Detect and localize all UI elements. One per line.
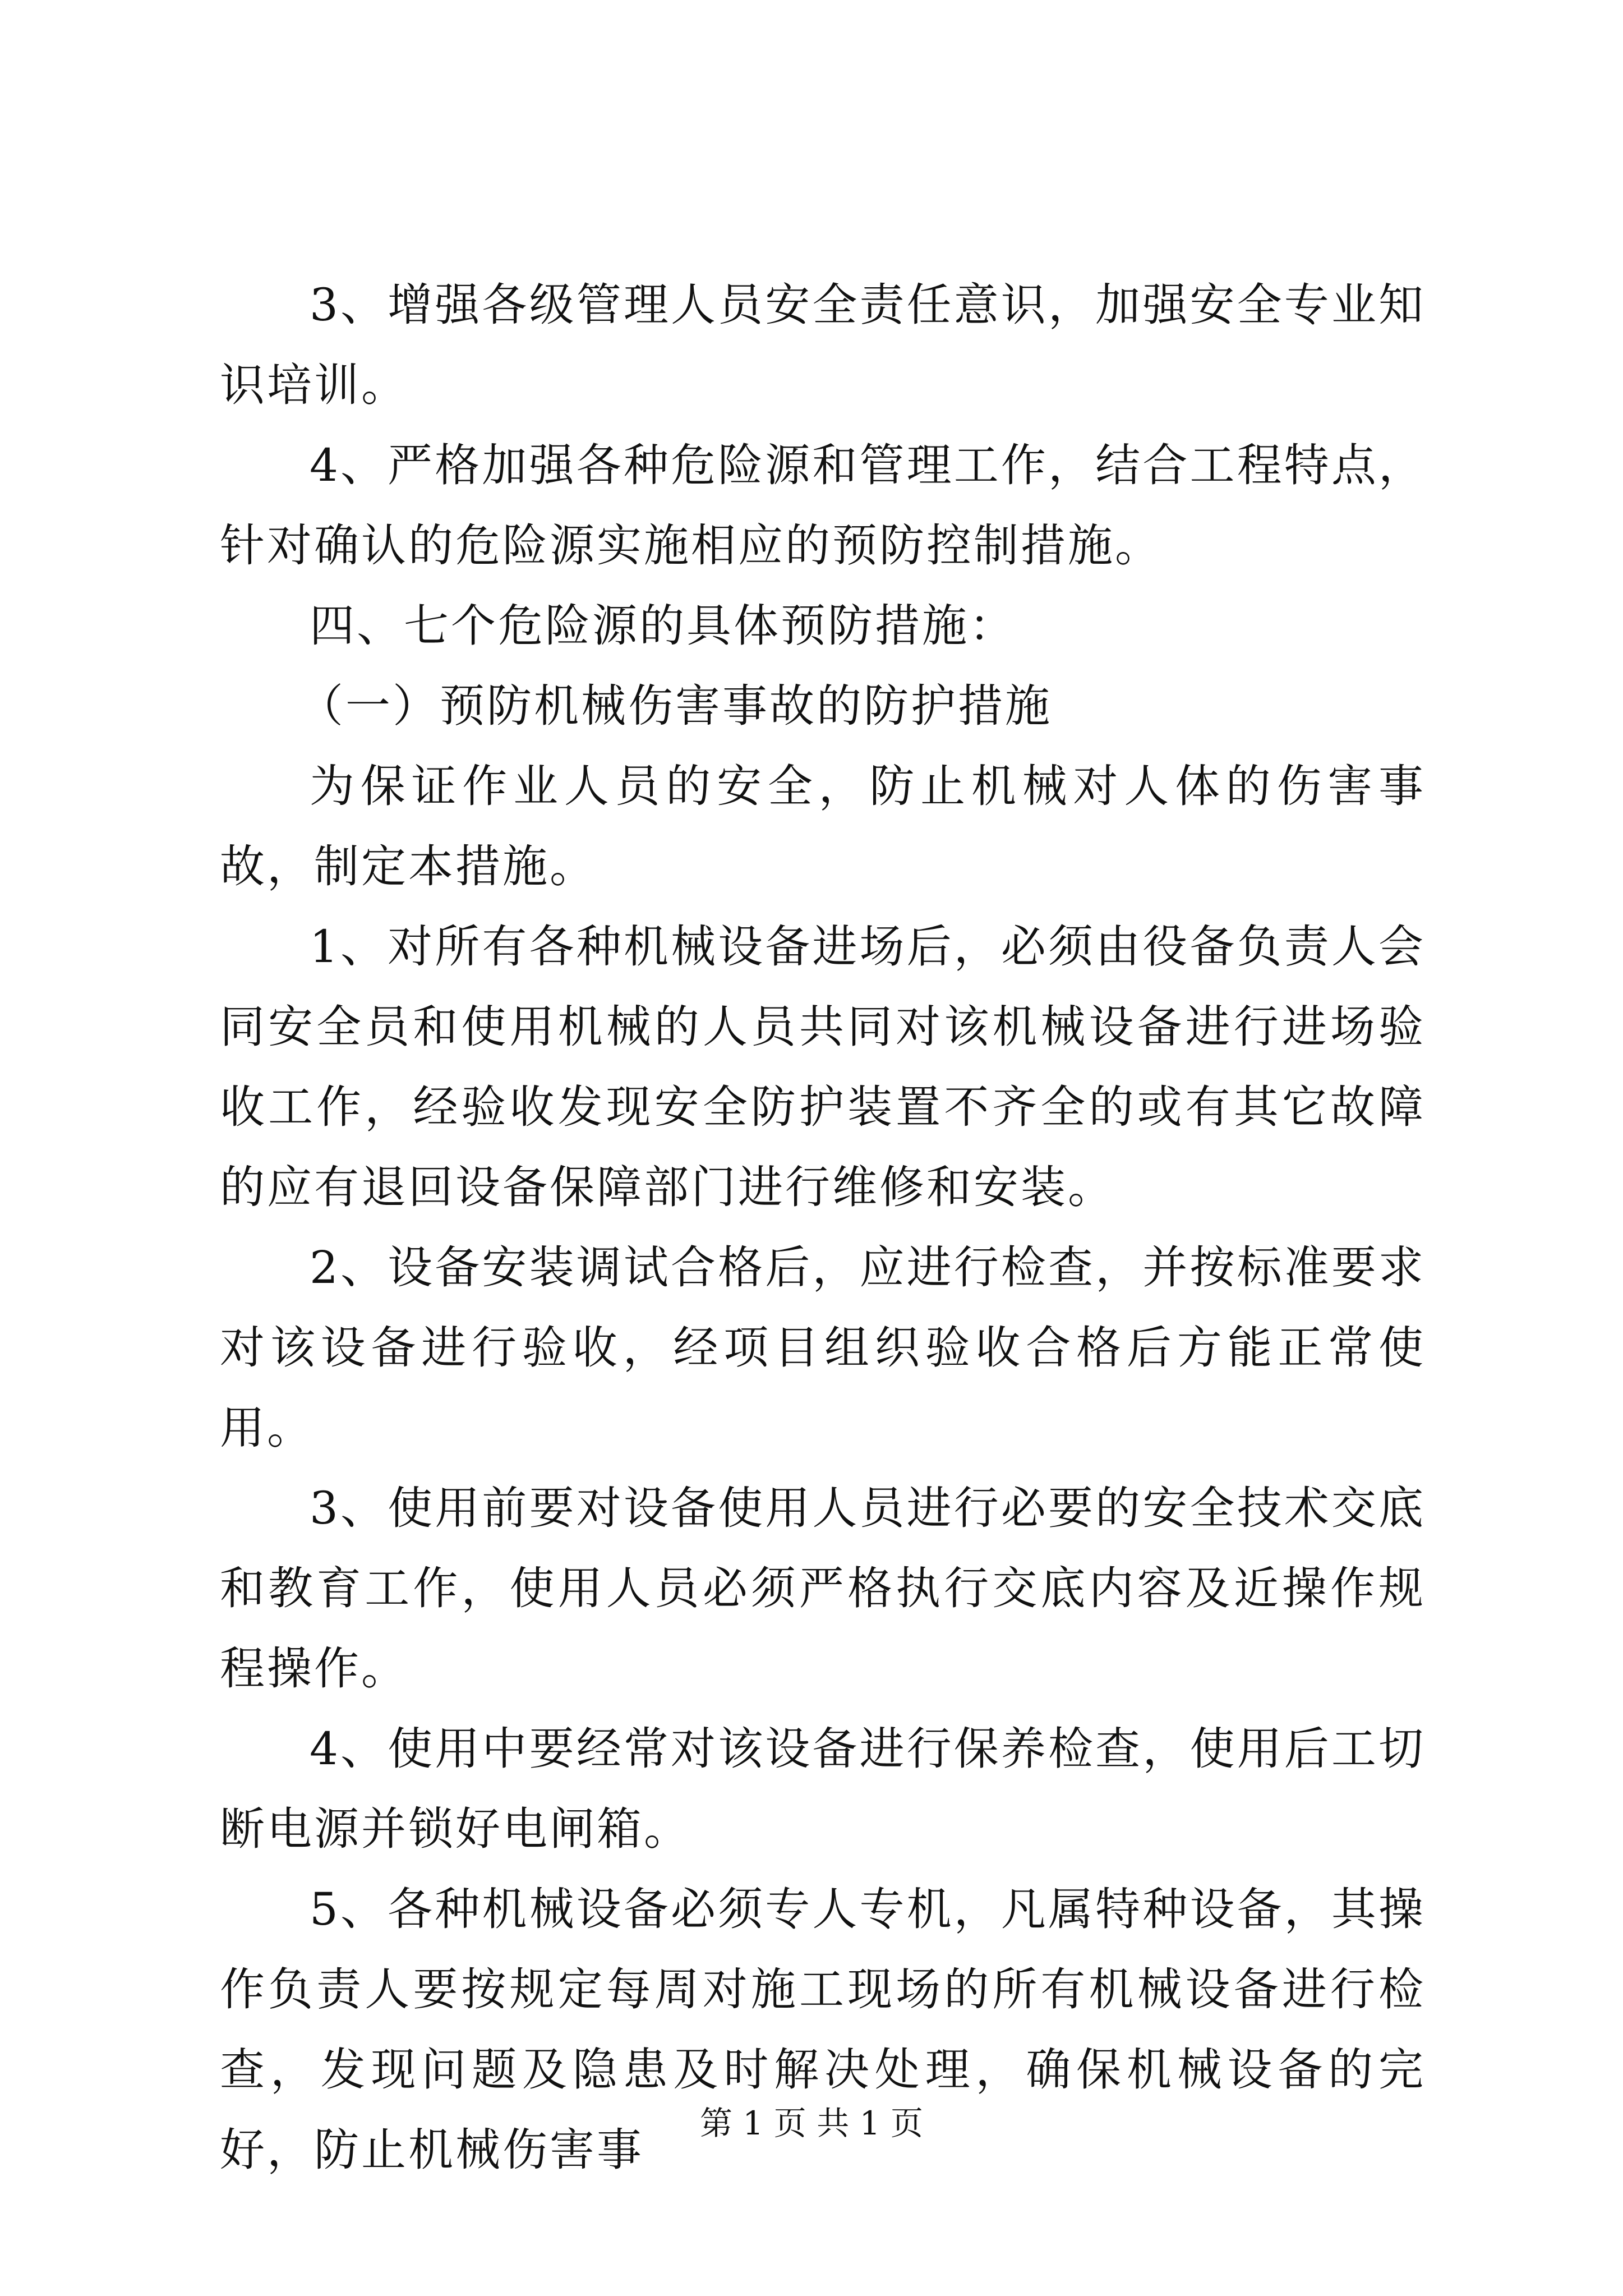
paragraph-item-1: 1、对所有各种机械设备进场后，必须由役备负责人会同安全员和使用机械的人员共同对该机械设备进行进场验收工作，经验收发现安全防护装置不齐全的或有其它故障的应有退回设备保障部门进行维修和安装。 [220, 921, 1426, 1213]
page-footer [0, 2101, 1623, 2146]
paragraph-item-2: 2、设备安装调试合格后，应进行检查，并按标准要求对该设备进行验收，经项目组织验收合格后方能正常使用。 [220, 1241, 1426, 1454]
page-number-label: 第 1 页 共 1 页 [700, 2104, 923, 2142]
subsection-heading: （一）预防机械伤害事故的防护措施 [298, 680, 1052, 732]
paragraph-1: 3、增强各级管理人员安全责任意识，加强安全专业知识培训。 [220, 279, 1426, 411]
paragraph-intro: 为保证作业人员的安全，防止机械对人体的伤害事故，制定本措施。 [220, 760, 1426, 892]
document-body [220, 265, 1426, 2190]
paragraph-item-5: 5、各种机械设备必须专人专机，凡属特种设备，其操作负责人要按规定每周对施工现场的所有机械设备进行检查，发现问题及隐患及时解决处理，确保机械设备的完好，防止机械伤害事 [220, 1883, 1426, 2176]
paragraph-item-4: 4、使用中要经常对该设备进行保养检查，使用后工切断电源并锁好电闸箱。 [220, 1723, 1426, 1855]
section-heading: 四、七个危险源的具体预防措施： [310, 600, 1016, 652]
paragraph-item-3: 3、使用前要对设备使用人员进行必要的安全技术交底和教育工作，使用人员必须严格执行交底内容及近操作规程操作。 [220, 1482, 1426, 1695]
paragraph-2: 4、严格加强各种危险源和管理工作，结合工程特点，针对确认的危险源实施相应的预防控制措施。 [220, 439, 1426, 572]
